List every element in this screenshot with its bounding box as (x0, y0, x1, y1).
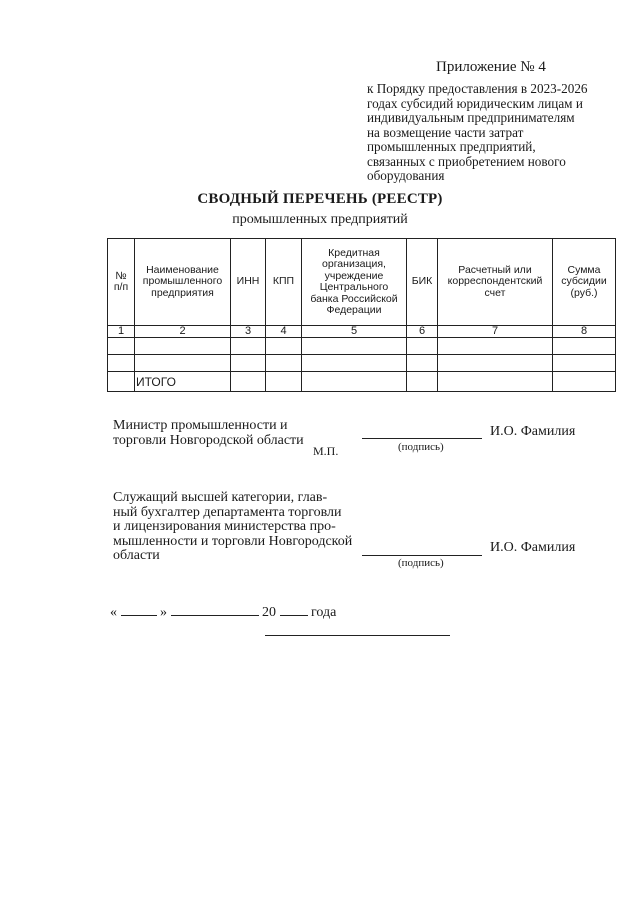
header-text: промышленного (142, 275, 223, 288)
document-title: СВОДНЫЙ ПЕРЕЧЕНЬ (РЕЕСТР) (197, 191, 443, 207)
signatory-line: торговли Новгородской области (113, 432, 304, 448)
table-cell (302, 372, 407, 392)
table-cell (302, 355, 407, 372)
header-text: корреспондентский (447, 275, 543, 288)
column-number: 7 (438, 326, 553, 338)
signatory-name: И.О. Фамилия (490, 540, 576, 555)
table-cell (407, 355, 438, 372)
header-text: КПП (272, 275, 295, 288)
signatory-line: мышленности и торговли Новгородской (113, 533, 353, 549)
total-label: ИТОГО (135, 372, 231, 392)
header-num (108, 239, 135, 326)
header-text: счет (484, 286, 506, 299)
table-cell (231, 338, 266, 355)
table-cell (407, 338, 438, 355)
table-cell (108, 355, 135, 372)
signature-caption: (подпись) (398, 441, 444, 453)
table-cell (231, 355, 266, 372)
header-bik (407, 239, 438, 326)
table-header-row (108, 239, 616, 326)
header-text: (руб.) (570, 286, 598, 299)
table-cell (266, 372, 302, 392)
header-text: организация, (322, 258, 386, 270)
header-name (135, 239, 231, 326)
table-cell (407, 372, 438, 392)
close-quote: » (160, 605, 167, 620)
column-number: 2 (135, 326, 231, 338)
column-number: 6 (407, 326, 438, 338)
header-amount (553, 239, 616, 326)
appendix-reference (367, 82, 617, 184)
date-signature-line (265, 635, 450, 636)
header-inn (231, 239, 266, 326)
total-row (108, 372, 616, 392)
header-text: № (115, 269, 127, 282)
table-row (108, 338, 616, 355)
appendix-line: оборудования (367, 168, 445, 183)
signature-line (362, 438, 482, 439)
column-number: 3 (231, 326, 266, 338)
header-text: п/п (113, 281, 129, 293)
year-blank (280, 603, 308, 616)
column-number: 8 (553, 326, 616, 338)
table-cell (266, 338, 302, 355)
table-cell (135, 355, 231, 372)
table-cell (108, 372, 135, 392)
signatory-line: ный бухгалтер департамента торговли (113, 504, 342, 520)
date-line (110, 603, 336, 621)
registry-table (107, 238, 616, 392)
month-blank (171, 603, 259, 616)
table-cell (135, 338, 231, 355)
table-cell (108, 338, 135, 355)
column-number: 4 (266, 326, 302, 338)
header-text: БИК (411, 275, 433, 288)
table-cell (266, 355, 302, 372)
header-text: банка Российской (310, 292, 398, 305)
year-prefix: 20 (262, 605, 276, 620)
signatory-line: области (113, 548, 160, 563)
signatory-title (113, 491, 352, 564)
header-bank (302, 239, 407, 326)
signatory-line: Служащий высшей категории, глав- (113, 490, 328, 505)
appendix-line: связанных с приобретением нового (367, 153, 566, 169)
table-cell (438, 355, 553, 372)
signatory-name: И.О. Фамилия (490, 424, 576, 439)
header-kpp (266, 239, 302, 326)
appendix-line: на возмещение части затрат (367, 124, 524, 140)
header-text: ИНН (236, 275, 260, 288)
appendix-line: индивидуальным предпринимателям (367, 110, 575, 125)
table-cell (553, 372, 616, 392)
signature-caption: (подпись) (398, 557, 444, 569)
document-subtitle: промышленных предприятий (232, 212, 408, 227)
seal-placeholder: М.П. (313, 444, 339, 458)
header-text: Кредитная (328, 246, 380, 259)
table-cell (553, 355, 616, 372)
signatory-line: Министр промышленности и (113, 418, 288, 433)
appendix-line: к Порядку предоставления в 2023-2026 (367, 81, 588, 96)
header-text: Наименование (146, 263, 219, 276)
column-number-row (108, 326, 616, 338)
header-text: Сумма (567, 263, 601, 276)
signatory-title (113, 419, 304, 448)
header-account (438, 239, 553, 326)
table-cell (302, 338, 407, 355)
table-cell (438, 338, 553, 355)
table-cell (231, 372, 266, 392)
open-quote: « (110, 605, 117, 620)
table-row (108, 355, 616, 372)
appendix-line: промышленных предприятий, (367, 139, 536, 154)
appendix-title: Приложение № 4 (436, 59, 546, 75)
column-number: 1 (108, 326, 135, 338)
header-text: субсидии (561, 275, 607, 288)
signature-line (362, 555, 482, 556)
signatory-line: и лицензирования министерства про- (113, 519, 336, 534)
header-text: Центрального (319, 281, 389, 293)
header-text: учреждение (324, 269, 384, 282)
header-text: Расчетный или (458, 263, 532, 276)
table-cell (553, 338, 616, 355)
header-text: предприятия (151, 286, 214, 299)
day-blank (121, 603, 157, 616)
header-text: Федерации (326, 304, 382, 316)
year-suffix: года (311, 605, 337, 620)
appendix-line: годах субсидий юридическим лицам и (367, 95, 583, 111)
column-number: 5 (302, 326, 407, 338)
table-cell (438, 372, 553, 392)
